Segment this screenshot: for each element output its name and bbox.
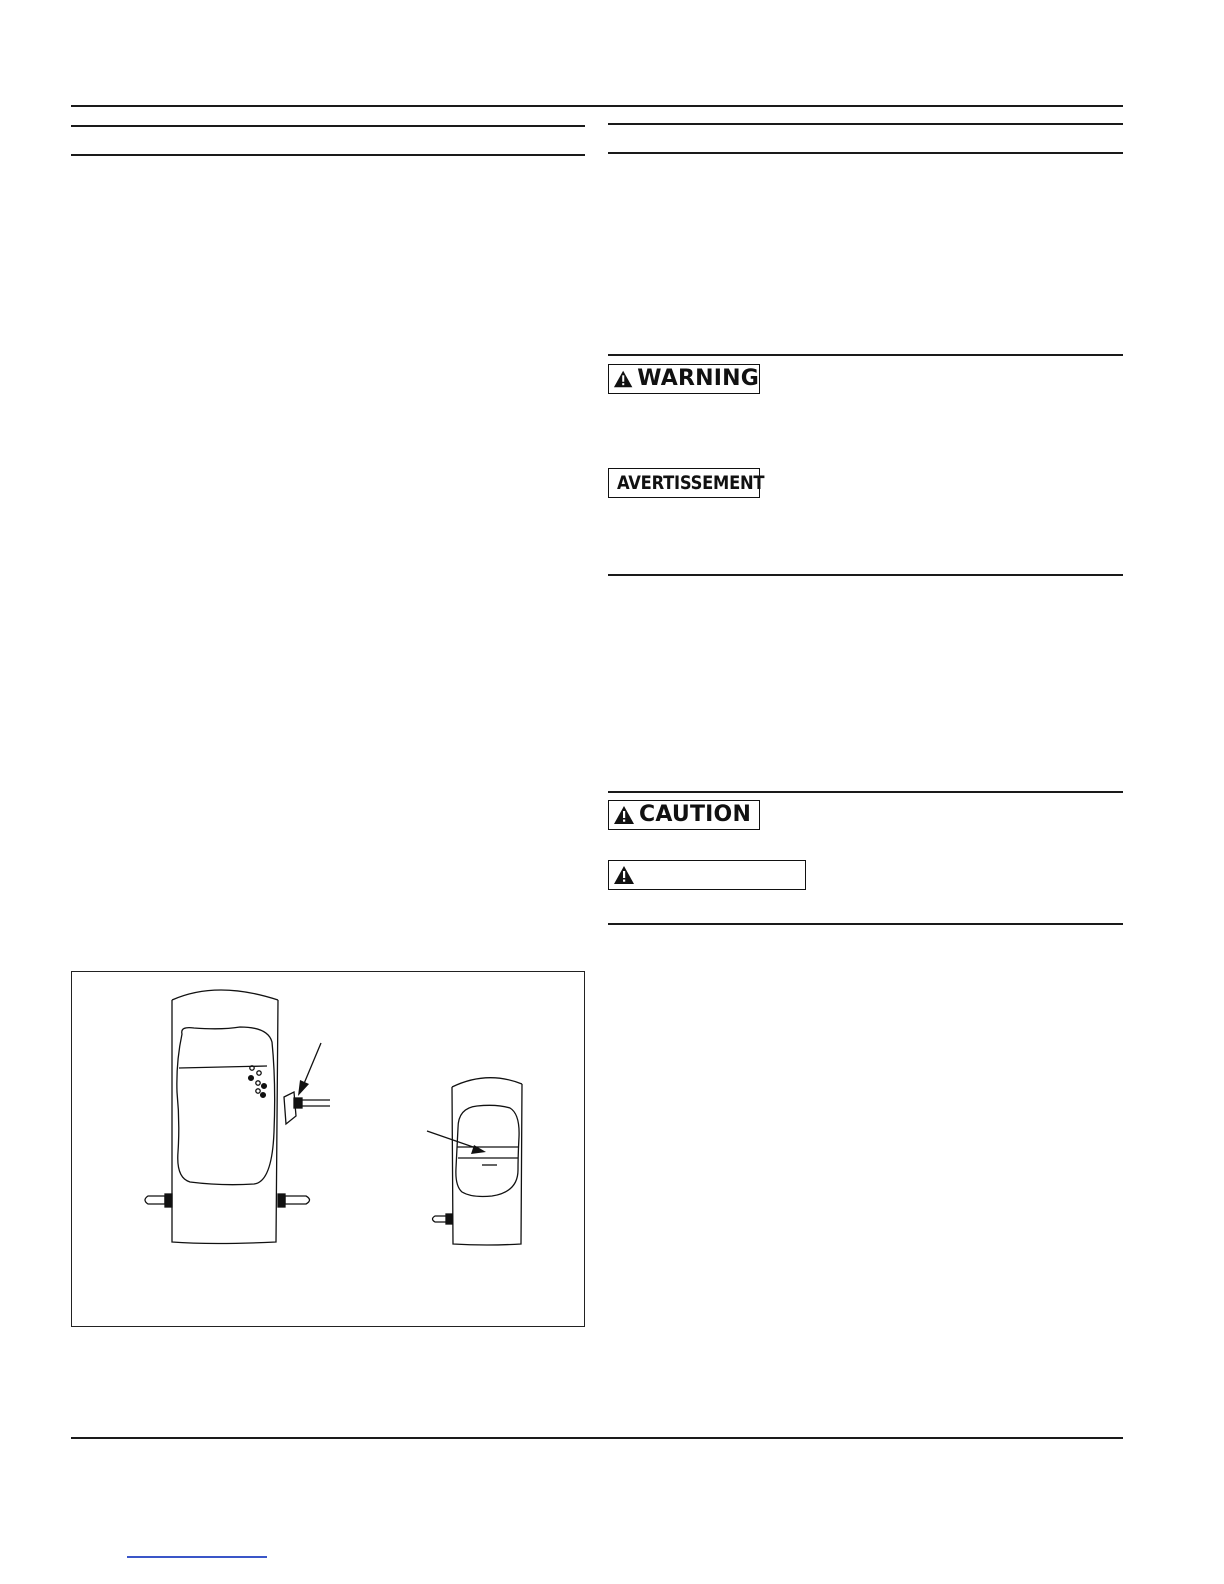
header-rule (71, 105, 1123, 107)
avertissement-label: AVERTISSEMENT (617, 471, 765, 494)
avertissement-end-rule (608, 574, 1123, 576)
figure-box (71, 971, 585, 1327)
right-section-rule-bottom (608, 152, 1123, 154)
caution-badge (608, 800, 760, 830)
warning-triangle-icon (613, 865, 635, 885)
warning-badge (608, 364, 760, 394)
warning-triangle-icon (613, 369, 633, 389)
large-unit (145, 990, 330, 1244)
avertissement-badge (608, 468, 765, 498)
warning-section-rule (608, 354, 1123, 356)
appliance-illustration (72, 972, 586, 1328)
caution-label: CAUTION (639, 802, 752, 827)
small-unit (433, 1078, 523, 1245)
caution-section-rule (608, 791, 1123, 793)
warning-triangle-icon (613, 805, 635, 825)
blank-caution-badge (608, 860, 806, 890)
right-section-rule-top (608, 123, 1123, 125)
footer-rule (71, 1437, 1123, 1439)
left-section-rule-top (71, 125, 585, 127)
footer-link-underline[interactable] (127, 1556, 267, 1558)
left-section-rule-bottom (71, 154, 585, 156)
arrow-icon (298, 1043, 321, 1096)
caution-end-rule (608, 923, 1123, 925)
warning-label: WARNING (637, 366, 759, 391)
